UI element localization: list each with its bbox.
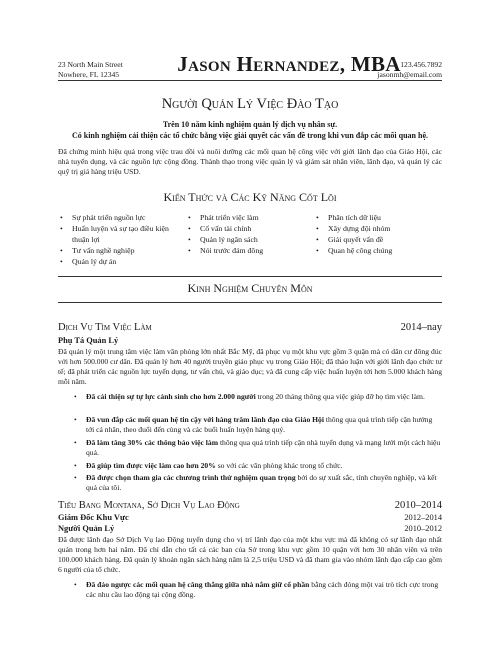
- skill-item: • Nói trước đám đông: [186, 245, 306, 256]
- contact-block: [377, 60, 442, 80]
- bullet-highlight: Đã vun đắp các mối quan hệ tin cậy với hàng trăm lãnh đạo của Giáo Hội: [86, 415, 324, 424]
- job-1-description: Đã quản lý một trung tâm việc làm văn phòng lớn nhất Bắc Mỹ, đã phục vụ một khu vực gồm 3 quận mà có dân cư đông đúc với hơn 500.000 cư dân. Đã quản lý hơn 40 người truyền giáo phục vụ trong Giáo Hội; đã thảo luận với giới lãnh đạo chức tư tế; đã phát triển các nguồn lực tuyển dụng, tư vấn chủ, và giáo dục; và đã cung cấp việc huấn luyện tới hơn 5.000 khách hàng mỗi năm.: [58, 347, 442, 386]
- job-1-dates: 2014–nay: [400, 322, 442, 333]
- bullet-highlight: Đã làm tăng 30% các thông báo việc làm: [86, 438, 219, 447]
- bullet-text: thông qua quá trình tiếp cận hướng tới cá nhân, theo đuổi đến cùng và các buổi huấn luyện hàng quý.: [86, 415, 433, 435]
- skill-item: • Phân tích dữ liệu: [314, 212, 442, 223]
- job-2-description: Đã được lãnh đạo Sở Dịch Vụ lao Động tuyển dụng cho vị trí lãnh đạo của một khu vực mà đã không có sự lãnh đạo nhất quán trong hơn hai năm. Đã chỉ dẫn cho tất cả các ban của Sở trong khu vực gồm 10 quận với hơn 30 nhân viên và trên 100.000 khách hàng. Đã quản lý khoản ngân sách hàng năm là 2,5 triệu USD và đã tham gia vào nhóm lãnh đạo cấp cao gồm 6 người của tổ chức.: [58, 535, 442, 574]
- header-divider: [58, 80, 442, 81]
- skill-item: • Cố vấn tài chính: [186, 223, 306, 234]
- bullet-text: bởi do sự xuất sắc, tính chuyên nghiệp, và kết quả của tôi.: [86, 473, 437, 493]
- job-2-dates: 2010–2014: [394, 500, 442, 511]
- job-1-role: Phụ Tá Quản Lý: [58, 336, 119, 345]
- job-1-bullet: [86, 473, 442, 494]
- bullet-text: thông qua quá trình tiếp cận nhà tuyển dụng và mạng lưới một cách hiệu quả.: [86, 438, 441, 458]
- subtitle-line-1: Trên 10 năm kinh nghiệm quản lý dịch vụ nhân sự.: [162, 120, 338, 129]
- email-address[interactable]: jasonmh@email.com: [377, 70, 442, 79]
- experience-rule-top: [58, 276, 442, 277]
- bullet-highlight: Đã giúp tìm được việc làm cao hơn 20%: [86, 461, 216, 470]
- skill-item: • Giải quyết vấn đề: [314, 234, 442, 245]
- address-line-2: Nowhere, FL 12345: [58, 70, 120, 79]
- job-2-role-2-dates: 2010–2012: [404, 524, 442, 533]
- skill-item: • Xây dựng đội nhóm: [314, 223, 442, 234]
- bullet-text: trong 20 tháng thông qua việc giúp đỡ họ tìm việc làm.: [255, 392, 425, 401]
- bullet-text: so với các văn phòng khác trong tổ chức.: [215, 461, 343, 470]
- address-line-1: 23 North Main Street: [58, 60, 123, 69]
- experience-rule-bottom: [58, 302, 442, 303]
- address-block: [58, 60, 123, 80]
- bullet-text: bằng cách đóng một vai trò tích cực trong các nhu cầu lao động tại cộng đồng.: [86, 580, 439, 600]
- job-1-bullet: [86, 392, 442, 402]
- skill-item: • Quản lý dự án: [58, 256, 178, 267]
- skill-item: • Huấn luyện và sự tạo điều kiện thuận lợi: [58, 223, 178, 245]
- job-2-role-2: Người Quản Lý: [58, 524, 115, 533]
- skills-heading: Kiến Thức và Các Kỹ Năng Cốt Lõi: [163, 190, 337, 204]
- bullet-highlight: Đã được chọn tham gia các chương trình thử nghiệm quan trọng: [86, 473, 296, 482]
- resume-header: [58, 52, 442, 82]
- skill-item: • Phát triển việc làm: [186, 212, 306, 223]
- job-2-bullet: [86, 580, 442, 601]
- job-1-bullet: [86, 461, 442, 471]
- resume-title: Người Quản Lý Việc Đào Tạo: [161, 96, 339, 112]
- skill-item: • Tư vấn nghề nghiệp: [58, 245, 178, 256]
- bullet-highlight: Đã đảo ngược các mối quan hệ căng thẳng giữa nhà nắm giữ cổ phần: [86, 580, 310, 589]
- skills-column-2: [186, 212, 306, 256]
- phone-number: 123.456.7892: [400, 60, 442, 69]
- experience-heading: Kinh Nghiệm Chuyên Môn: [187, 281, 313, 295]
- job-1-bullet: [86, 438, 442, 459]
- skill-item: • Sự phát triển nguồn lực: [58, 212, 178, 223]
- summary-paragraph: Đã chứng minh hiệu quả trong việc trau dồi và nuôi dưỡng các mối quan hệ công việc với giới lãnh đạo của Giáo Hội, các nhà tuyển dụng, và các nguồn lực cộng đồng. Thành thạo trong việc quản lý và giám sát nhân viên, lãnh đạo, và quản lý các quỹ trị giá hàng triệu USD.: [58, 147, 442, 176]
- job-2-role-1-dates: 2012–2014: [404, 513, 442, 522]
- skill-item: • Quản lý ngân sách: [186, 234, 306, 245]
- job-1-organization: Dịch Vụ Tìm Việc Làm: [58, 322, 152, 333]
- skill-item: • Quan hệ công chúng: [314, 245, 442, 256]
- job-2-organization: Tiểu Bang Montana, Sở Dịch Vụ Lao Động: [58, 500, 240, 511]
- job-2-role-1: Giám Đốc Khu Vực: [58, 513, 129, 522]
- job-1-bullet: [86, 415, 442, 436]
- subtitle-line-2: Có kinh nghiệm cải thiện các tổ chức bằng việc giải quyết các vấn đề trong khi vun đắp các mối quan hệ.: [71, 131, 428, 140]
- candidate-name-text: Jason Hernandez, MBA: [177, 52, 401, 76]
- skills-column-3: [314, 212, 442, 256]
- bullet-highlight: Đã cải thiện sự tự lực cánh sinh cho hơn 2.000 người: [86, 392, 256, 401]
- skills-column-1: [58, 212, 178, 267]
